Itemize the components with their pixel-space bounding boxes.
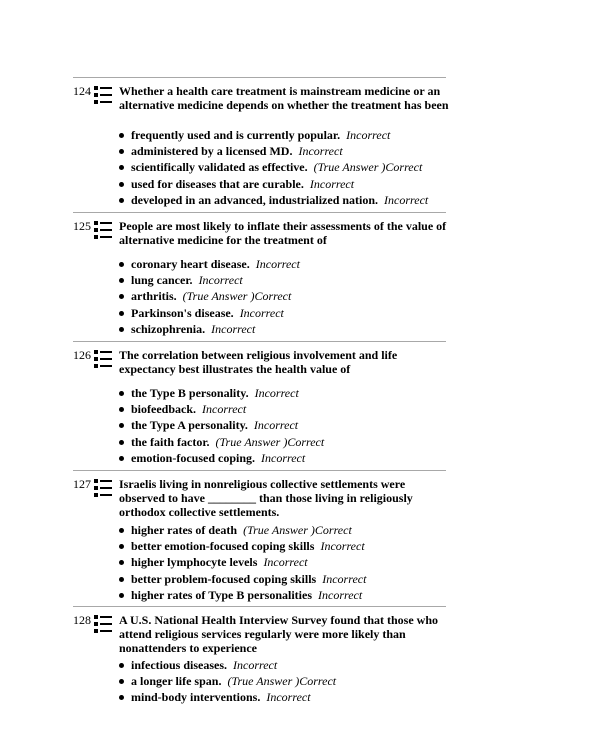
bullet-icon	[119, 679, 124, 684]
question-text: Whether a health care treatment is mainstream medicine or an alternative medicine depends on whether the treatment has been	[119, 84, 449, 112]
answer-option	[119, 176, 459, 192]
option-text: higher rates of death	[131, 523, 238, 537]
bullet-icon	[119, 695, 124, 700]
option-text: better problem-focused coping skills	[131, 571, 317, 586]
option-text: used for diseases that are curable.	[131, 176, 304, 191]
option-text: emotion-focused coping.	[131, 450, 255, 465]
answer-options	[119, 522, 459, 603]
question-divider	[73, 77, 446, 78]
option-text: coronary heart disease.	[131, 257, 250, 271]
option-text: infectious diseases.	[131, 658, 227, 672]
answer-verdict: (True Answer )Correct	[227, 674, 337, 689]
answer-verdict: (True Answer )Correct	[313, 160, 423, 175]
answer-verdict: Incorrect	[266, 690, 311, 705]
answer-options	[119, 127, 459, 208]
option-text: biofeedback.	[131, 402, 197, 417]
answer-verdict: Incorrect	[322, 571, 367, 586]
answer-option	[119, 288, 459, 304]
bullet-icon	[119, 423, 124, 428]
answer-verdict: (True Answer )Correct	[215, 434, 325, 449]
bullet-icon	[119, 327, 124, 332]
answer-option	[119, 434, 459, 450]
answer-option	[119, 159, 459, 175]
question-text: People are most likely to inflate their assessments of the value of alternative medicine for the treatment of	[119, 219, 447, 247]
answer-option	[119, 143, 459, 159]
answer-verdict: Incorrect	[298, 144, 343, 159]
list-icon	[93, 478, 113, 498]
answer-verdict: Incorrect	[261, 450, 306, 465]
bullet-icon	[119, 311, 124, 316]
answer-option	[119, 689, 459, 705]
answer-option	[119, 401, 459, 417]
question-divider	[73, 470, 446, 471]
option-text: Parkinson's disease.	[131, 305, 234, 320]
answer-verdict: Incorrect	[320, 539, 365, 554]
answer-verdict: Incorrect	[263, 555, 308, 570]
answer-verdict: Incorrect	[253, 418, 299, 433]
bullet-icon	[119, 262, 124, 267]
bullet-icon	[119, 663, 124, 668]
answer-option	[119, 192, 459, 208]
bullet-icon	[119, 198, 124, 203]
bullet-icon	[119, 560, 124, 565]
option-text: mind-body interventions.	[131, 690, 261, 705]
option-text: the Type A personality.	[131, 418, 248, 433]
answer-verdict: Incorrect	[346, 128, 391, 142]
question-number: 127	[73, 477, 91, 491]
answer-option	[119, 450, 459, 466]
option-text: schizophrenia.	[131, 321, 206, 336]
bullet-icon	[119, 593, 124, 598]
bullet-icon	[119, 440, 124, 445]
answer-verdict: (True Answer )Correct	[182, 289, 292, 304]
bullet-icon	[119, 391, 124, 396]
option-text: better emotion-focused coping skills	[131, 539, 315, 554]
option-text: the Type B personality.	[131, 386, 249, 400]
answer-option	[119, 522, 459, 538]
answer-options	[119, 385, 459, 466]
question-divider	[73, 606, 446, 607]
answer-verdict: Incorrect	[198, 273, 243, 288]
option-text: a longer life span.	[131, 674, 222, 689]
bullet-icon	[119, 149, 124, 154]
answer-verdict: Incorrect	[309, 176, 355, 191]
answer-verdict: Incorrect	[318, 587, 363, 602]
answer-option	[119, 305, 459, 321]
question-number: 125	[73, 219, 91, 233]
bullet-icon	[119, 528, 124, 533]
answer-option	[119, 673, 459, 689]
answer-option	[119, 321, 459, 337]
option-text: administered by a licensed MD.	[131, 144, 293, 159]
question-text: The correlation between religious involvement and life expectancy best illustrates the health value of	[119, 348, 398, 376]
question-number: 124	[73, 84, 91, 98]
answer-option	[119, 587, 459, 603]
answer-verdict: Incorrect	[202, 402, 247, 417]
list-icon	[93, 614, 113, 634]
answer-option	[119, 554, 459, 570]
answer-option	[119, 272, 459, 288]
question-text: Israelis living in nonreligious collective settlements were observed to have ________ than those living in religiously orthodox collective settlements.	[119, 477, 413, 519]
bullet-icon	[119, 133, 124, 138]
list-icon	[93, 349, 113, 369]
answer-option	[119, 256, 459, 272]
bullet-icon	[119, 544, 124, 549]
bullet-icon	[119, 165, 124, 170]
answer-option	[119, 571, 459, 587]
bullet-icon	[119, 294, 124, 299]
answer-verdict: (True Answer )Correct	[243, 523, 352, 537]
bullet-icon	[119, 456, 124, 461]
answer-verdict: Incorrect	[239, 305, 284, 320]
answer-options	[119, 256, 459, 337]
question-divider	[73, 341, 446, 342]
question-divider	[73, 212, 446, 213]
answer-option	[119, 127, 459, 143]
answer-option	[119, 417, 459, 433]
answer-option	[119, 385, 459, 401]
bullet-icon	[119, 182, 124, 187]
option-text: arthritis.	[131, 289, 177, 304]
option-text: scientifically validated as effective.	[131, 160, 308, 175]
question-text: A U.S. National Health Interview Survey found that those who attend religious services regularly were more likely than nonattenders to experience	[119, 613, 439, 655]
answer-verdict: Incorrect	[211, 321, 256, 336]
answer-option	[119, 657, 459, 673]
option-text: frequently used and is currently popular.	[131, 128, 341, 142]
option-text: the faith factor.	[131, 434, 210, 449]
option-text: higher lymphocyte levels	[131, 555, 258, 570]
list-icon	[93, 220, 113, 240]
answer-options	[119, 657, 459, 706]
list-icon	[93, 85, 113, 105]
answer-verdict: Incorrect	[255, 257, 300, 271]
option-text: lung cancer.	[131, 273, 193, 288]
option-text: higher rates of Type B personalities	[131, 587, 312, 602]
question-number: 126	[73, 348, 91, 362]
answer-verdict: Incorrect	[384, 192, 429, 207]
option-text: developed in an advanced, industrialized nation.	[131, 192, 379, 207]
answer-verdict: Incorrect	[233, 658, 278, 672]
question-number: 128	[73, 613, 91, 627]
bullet-icon	[119, 278, 124, 283]
answer-verdict: Incorrect	[254, 386, 299, 400]
answer-option	[119, 538, 459, 554]
bullet-icon	[119, 577, 124, 582]
bullet-icon	[119, 407, 124, 412]
